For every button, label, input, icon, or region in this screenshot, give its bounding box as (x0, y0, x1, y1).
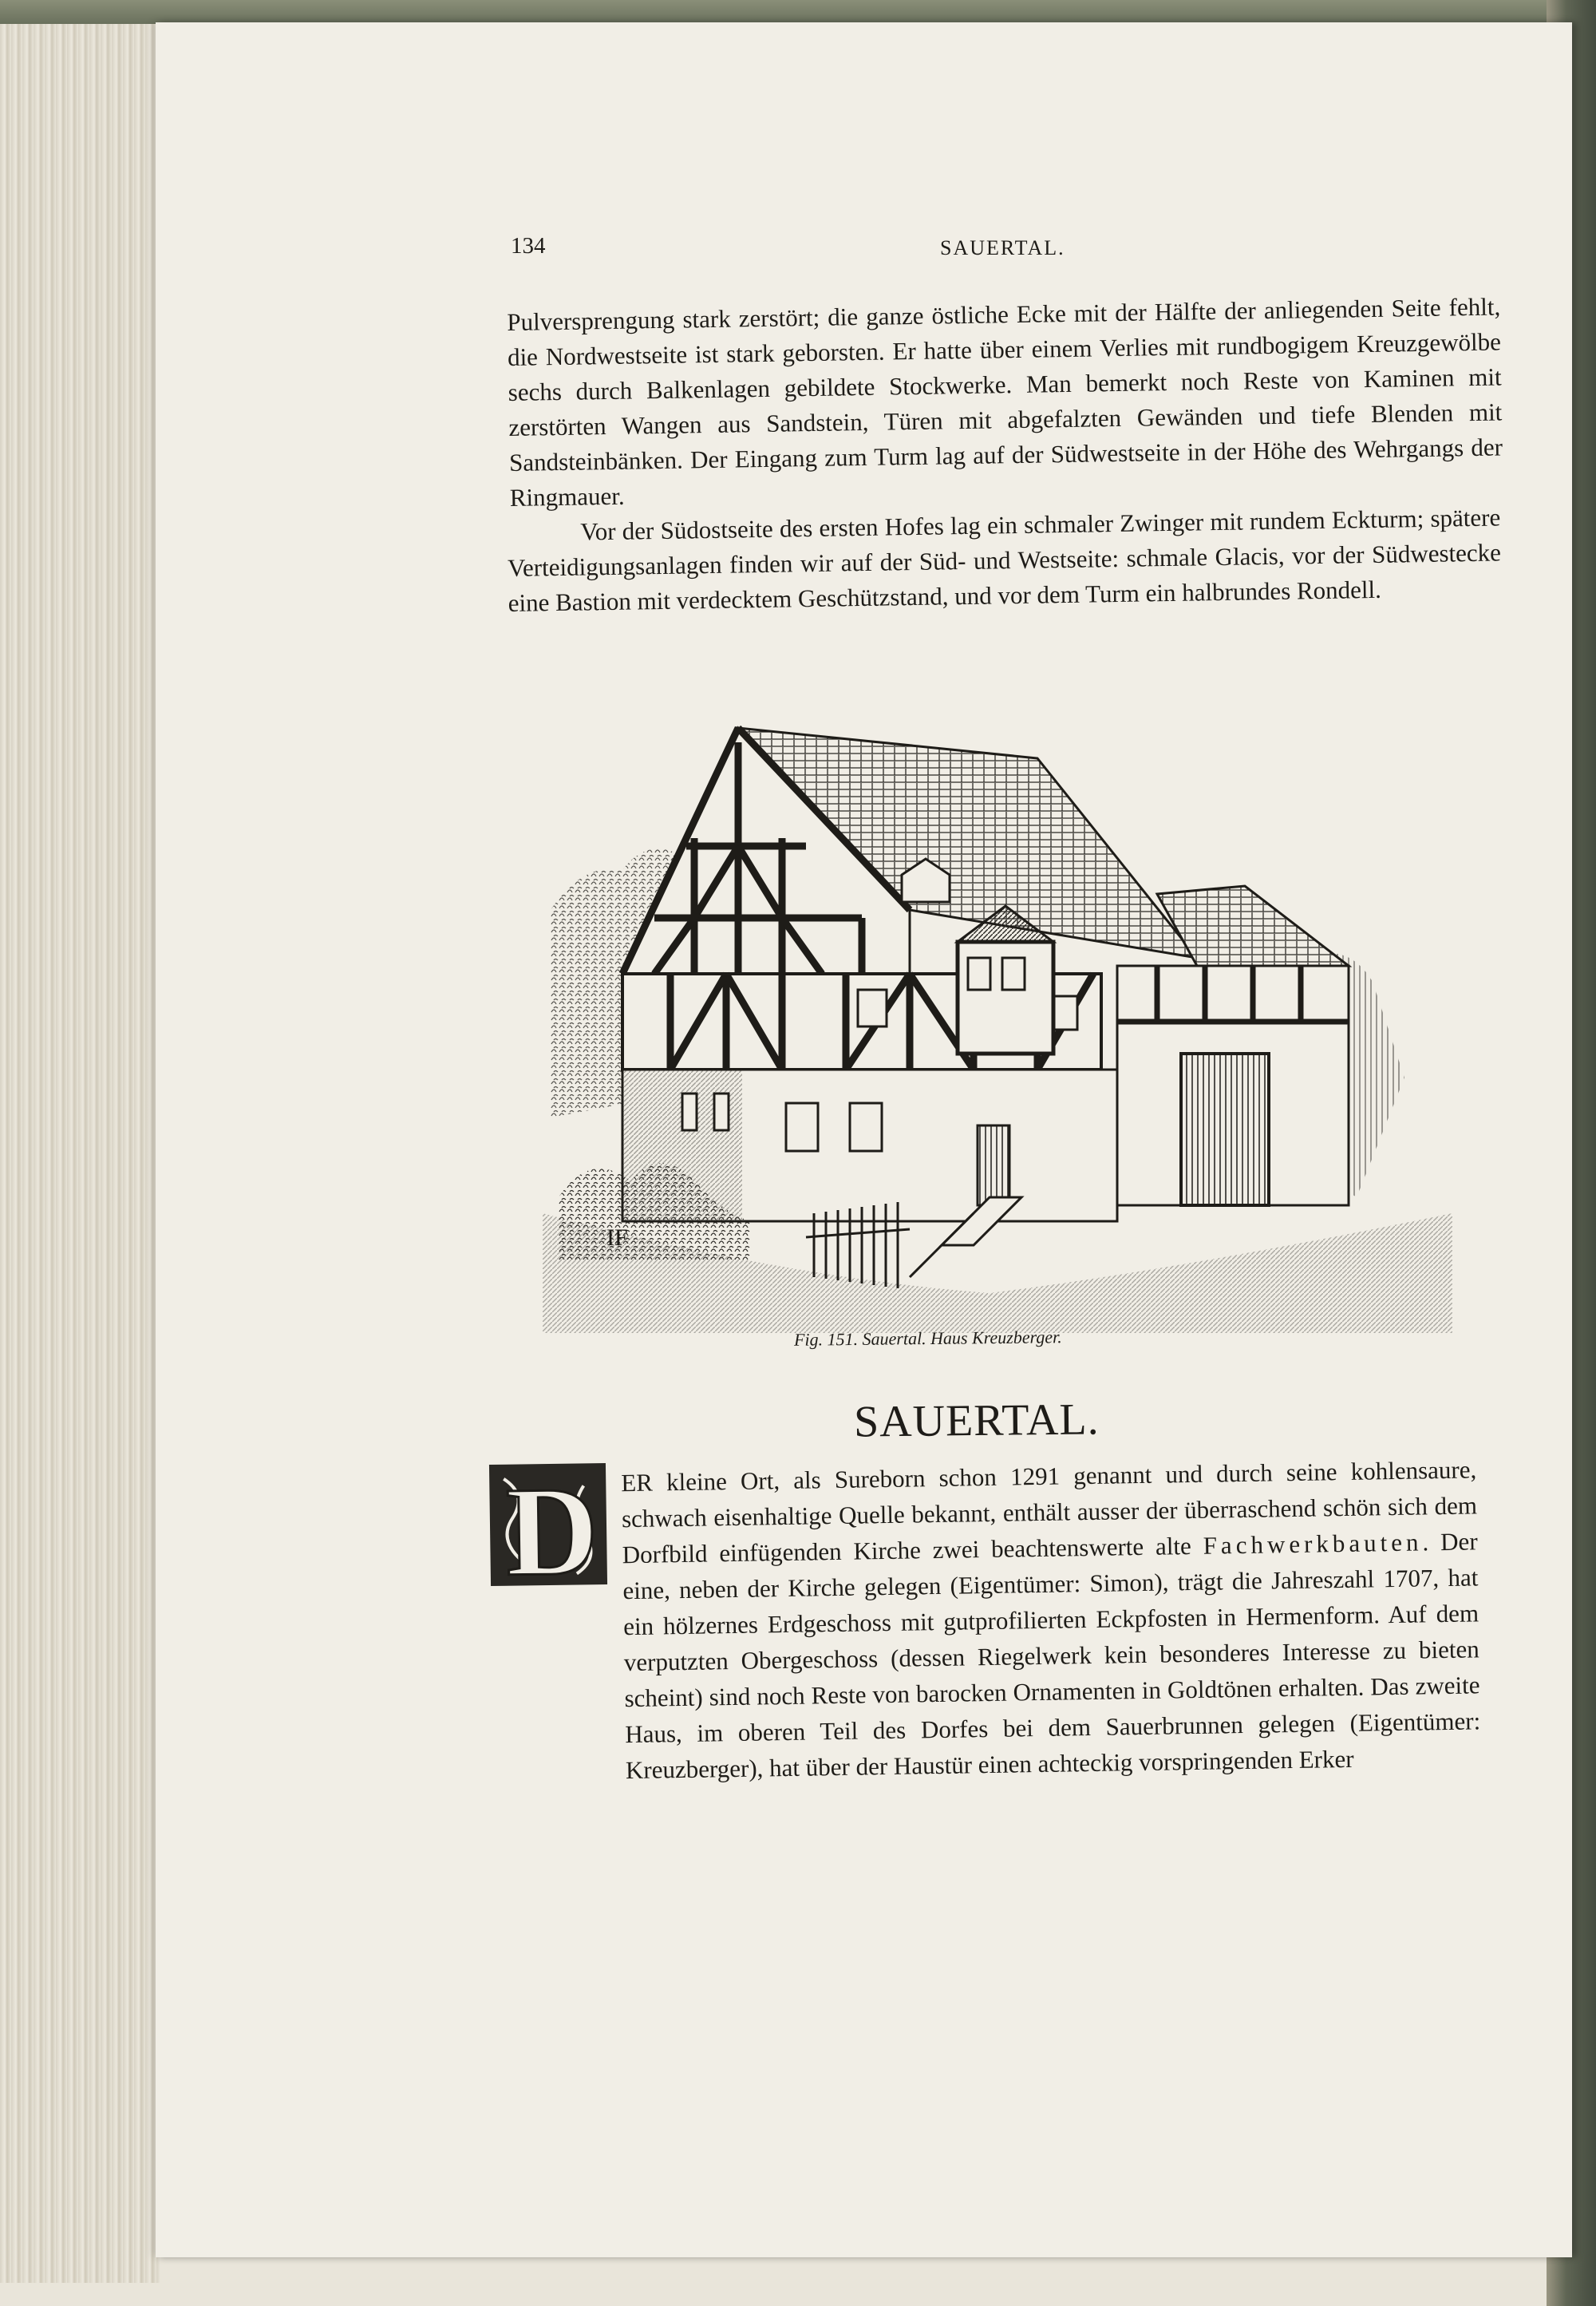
page-edges (0, 24, 160, 2283)
section-title: SAUERTAL. (853, 1394, 1100, 1447)
drop-cap-letter: D (504, 1461, 599, 1588)
paragraph-3-spaced: Fachwerkbauten (1203, 1528, 1423, 1560)
paragraph-3-part2: . Der eine, neben der Kirche gelegen (Eigentümer: Simon), trägt die Jahreszahl 1707, hat ein hölzernes Erdgeschoss mit gutprofilierten Eckpfosten in Hermenform. Auf dem verputzten Obergeschoss (dessen Riegelwerk kein besonderes Interesse zu bieten scheint) sind noch Reste von barocken Ornamenten in Goldtönen erhalten. Das zweite Haus, im oberen Teil des Dorfes bei dem Sauerbrunnen gelegen (Eigentümer: Kreuzberger), hat über der Haustür einen achteckig vorspringenden Erker (622, 1527, 1481, 1785)
paragraph-3 (479, 1451, 1481, 1790)
paragraph-2: Vor der Südostseite des ersten Hofes lag ein schmaler Zwinger mit rundem Eckturm; spätere Verteidigungsanlagen finden wir auf der Süd- und Westseite: schmale Glacis, vor der Südwestecke eine Bastion mit verdecktem Geschützstand, und vor dem Turm ein halbrundes Rondell. (507, 503, 1502, 617)
page-number: 134 (511, 233, 546, 259)
running-head: SAUERTAL. (940, 236, 1065, 259)
house-drawing (543, 728, 1452, 1333)
illustrator-monogram: IF (606, 1224, 628, 1251)
paragraph-3-part1: ER kleine Ort, als Sureborn schon 1291 genannt und durch seine kohlensaure, schwach eisenhaltige Quelle bekannt, enthält ausser der überraschend schön sich dem Dorfbild einfügenden Kirche zwei beachtenswerte alte (621, 1455, 1478, 1569)
house-illustration (543, 718, 1452, 1333)
paragraph-1: Pulversprengung stark zerstört; die ganze östliche Ecke mit der Hälfte der anliegenden Seite fehlt, die Nordwestseite ist stark geborsten. Er hatte über einem Verlies mit rundbogigem Kreuzgewölbe sechs durch Balkenlagen gebildete Stockwerke. Man bemerkt noch Reste von Kaminen mit zerstörten Wangen aus Sandstein, Türen mit abgefalzten Gewänden und tiefe Blenden mit Sandsteinbänken. Der Eingang zum Turm lag auf der Südwestseite in der Höhe des Wehrgangs der Ringmauer. (507, 292, 1503, 512)
figure-caption: Fig. 151. Sauertal. Haus Kreuzberger. (793, 1327, 1062, 1350)
